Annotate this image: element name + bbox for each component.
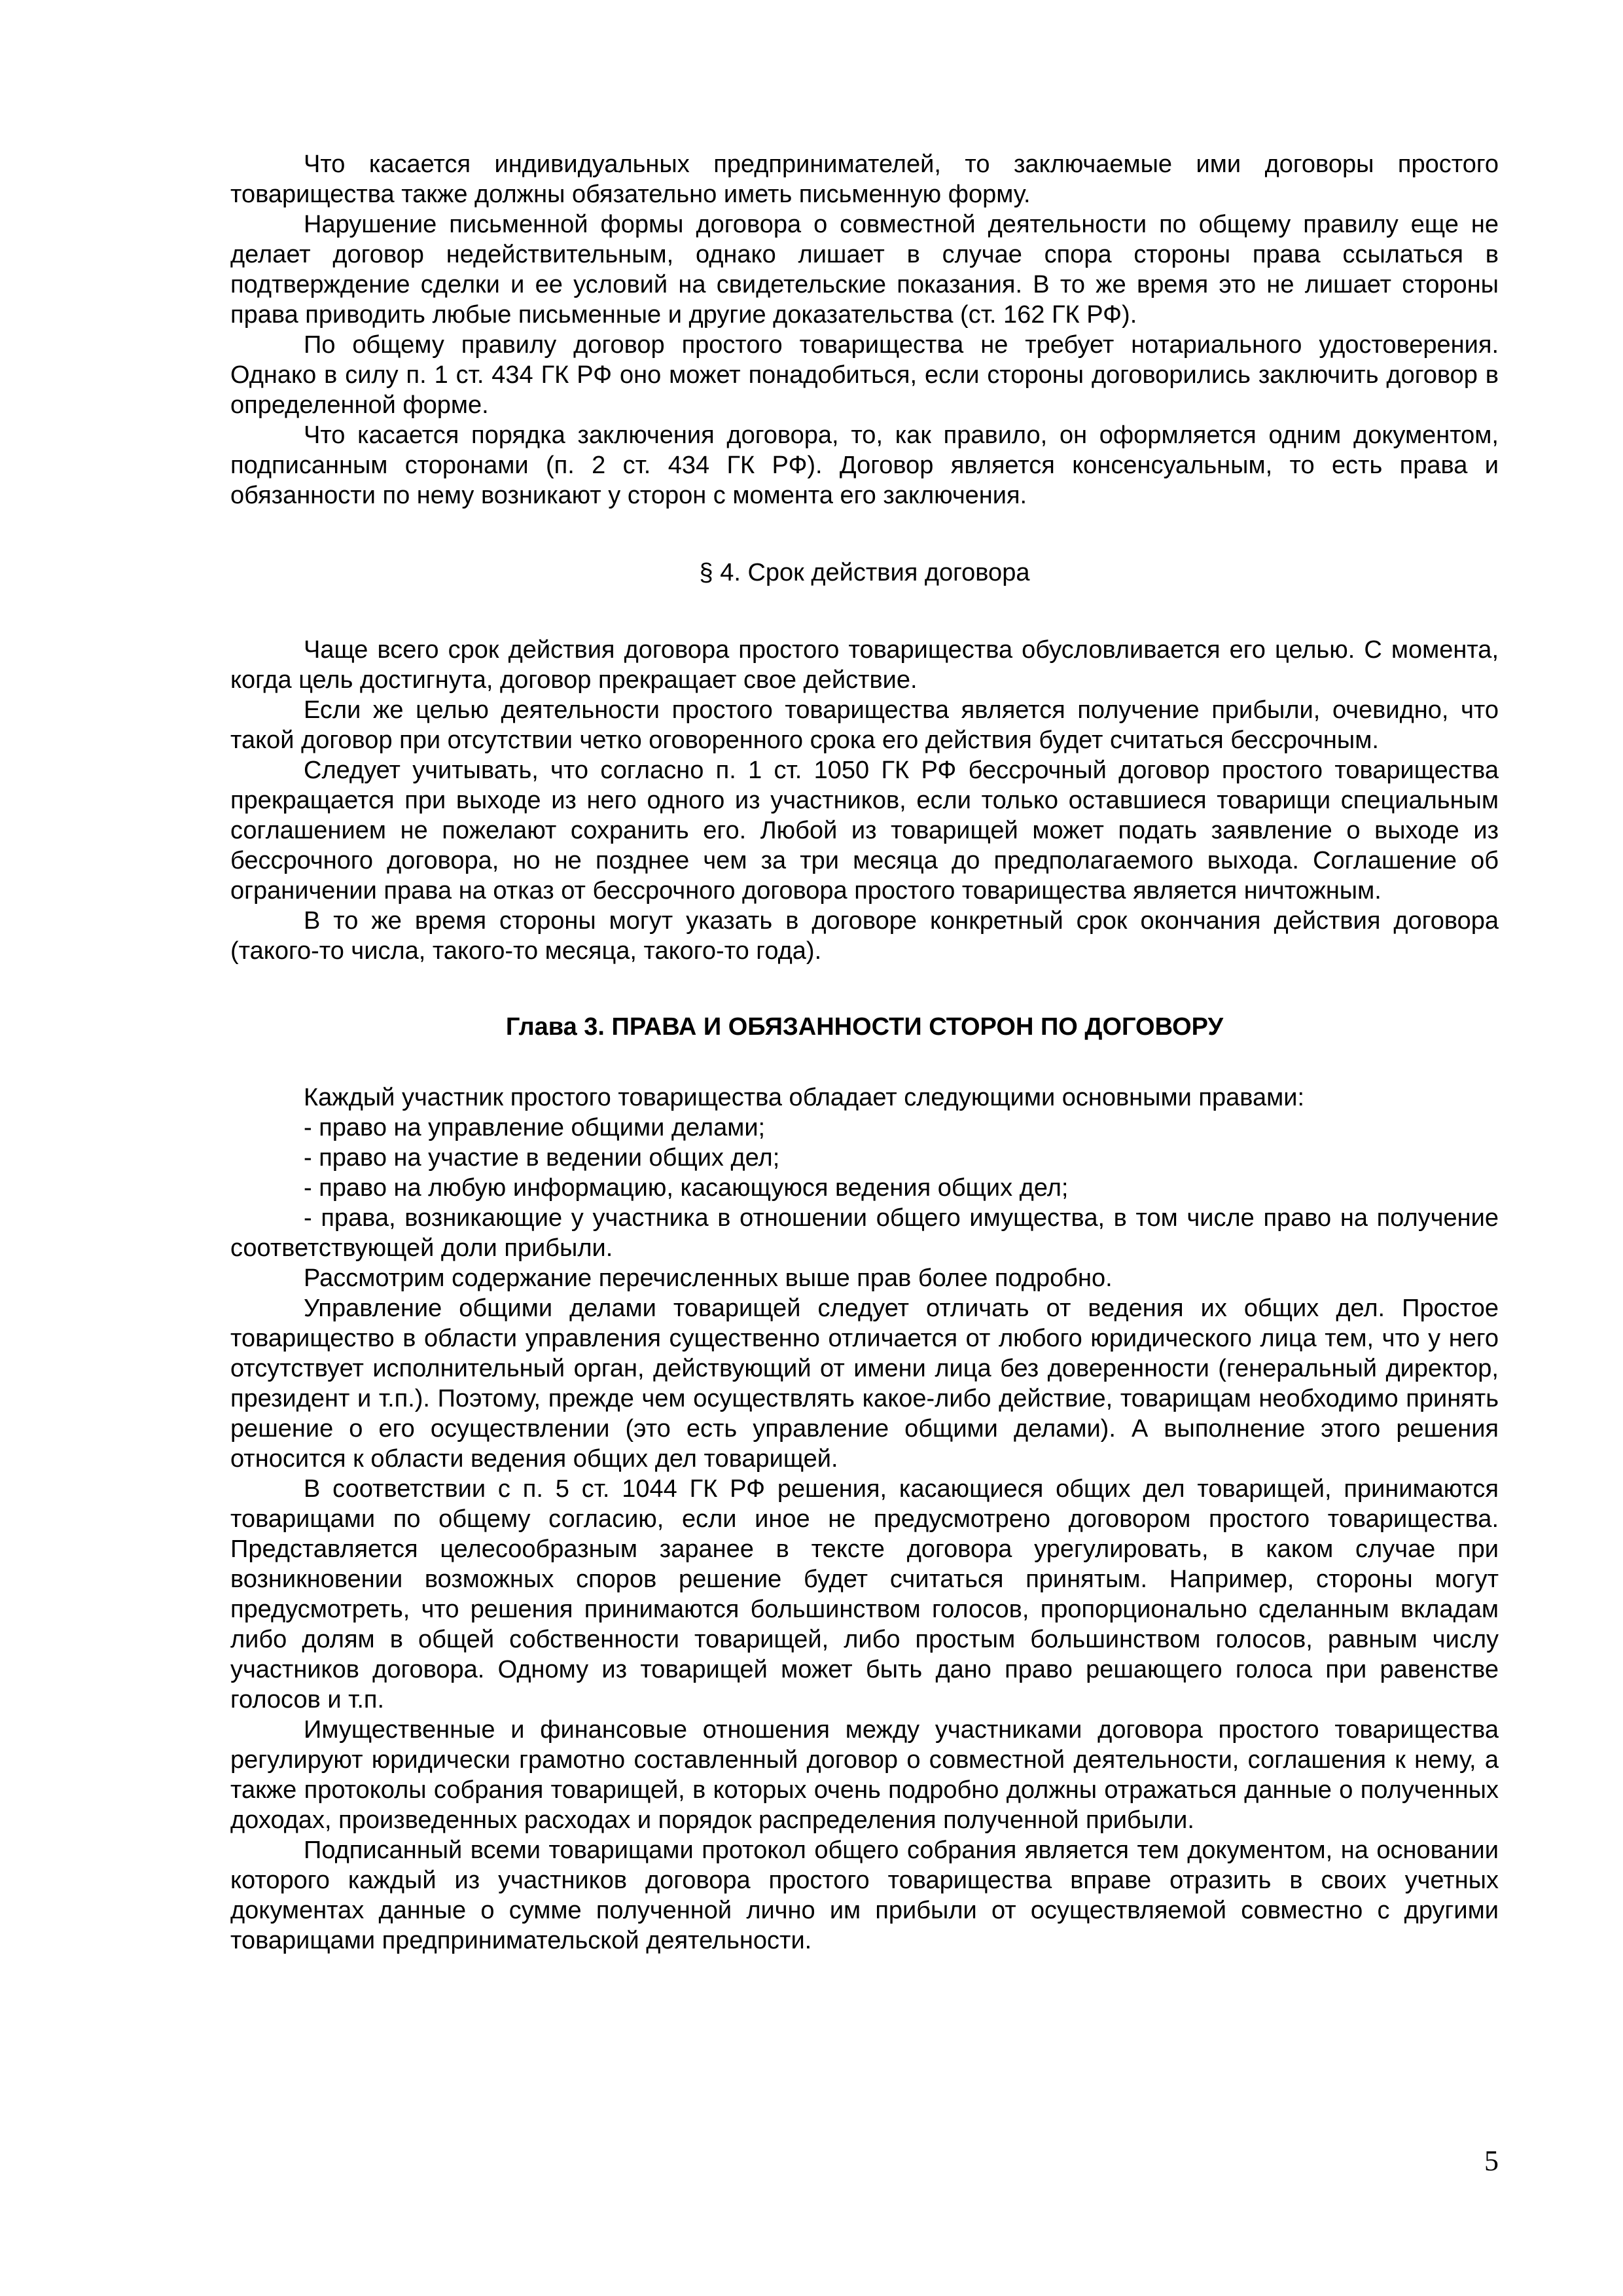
term-section [230,635,1499,966]
paragraph: В то же время стороны могут указать в договоре конкретный срок окончания действия договора (такого-то числа, такого-то месяца, такого-то года). [230,907,1499,965]
list-item: - право на управление общими делами; [304,1114,766,1141]
list-item: - права, возникающие у участника в отношении общего имущества, в том числе право на получение соответствующей доли прибыли. [230,1204,1499,1262]
paragraph: Имущественные и финансовые отношения между участниками договора простого товарищества регулируют юридически грамотно составленный договор о совместной деятельности, соглашения к нему, а также протоколы собрания товарищей, в которых очень подробно должны отражаться данные о полученных доходах, произведенных расходах и порядок распределения полученной прибыли. [230,1716,1499,1834]
list-item: - право на любую информацию, касающуюся ведения общих дел; [304,1174,1069,1202]
page-number: 5 [1484,2145,1499,2177]
paragraph: Нарушение письменной формы договора о совместной деятельности по общему правилу еще не делает договор недействительным, однако лишает в случае спора стороны права ссылаться в подтверждение сделки и ее условий на свидетельские показания. В то же время это не лишает стороны права приводить любые письменные и другие доказательства (ст. 162 ГК РФ). [230,211,1499,329]
chapter-heading: Глава 3. ПРАВА И ОБЯЗАННОСТИ СТОРОН ПО ДОГОВОРУ [505,1013,1224,1041]
paragraph: По общему правилу договор простого товарищества не требует нотариального удостоверения. Однако в силу п. 1 ст. 434 ГК РФ оно может понадобиться, если стороны договорились заключить договор в определенной форме. [230,331,1499,419]
paragraph: Каждый участник простого товарищества обладает следующими основными правами: [304,1084,1305,1111]
rights-section [230,1083,1499,1956]
intro-section [230,149,1499,511]
paragraph: Чаще всего срок действия договора простого товарищества обусловливается его целью. С момента, когда цель достигнута, договор прекращает свое действие. [230,636,1499,694]
paragraph: Управление общими делами товарищей следует отличать от ведения их общих дел. Простое товарищество в области управления существенно отличается от любого юридического лица тем, что у него отсутствует исполнительный орган, действующий от имени лица без доверенности (генеральный директор, президент и т.п.). Поэтому, прежде чем осуществлять какое-либо действие, товарищам необходимо принять решение о его осуществлении (это есть управление общими делами). А выполнение этого решения относится к области ведения общих дел товарищей. [230,1295,1499,1473]
paragraph: Следует учитывать, что согласно п. 1 ст. 1050 ГК РФ бессрочный договор простого товарищества прекращается при выходе из него одного из участников, если только оставшиеся товарищи специальным соглашением не пожелают сохранить его. Любой из товарищей может подать заявление о выходе из бессрочного договора, но не позднее чем за три месяца до предполагаемого выхода. Соглашение об ограничении права на отказ от бессрочного договора простого товарищества является ничтожным. [230,757,1499,905]
paragraph: Если же целью деятельности простого товарищества является получение прибыли, очевидно, что такой договор при отсутствии четко оговоренного срока его действия будет считаться бессрочным. [230,696,1499,754]
paragraph: В соответствии с п. 5 ст. 1044 ГК РФ решения, касающиеся общих дел товарищей, принимаются товарищами по общему согласию, если иное не предусмотрено договором простого товарищества. Представляется целесообразным заранее в тексте договора урегулировать, в каком случае при возникновении возможных споров решение будет считаться принятым. Например, стороны могут предусмотреть, что решения принимаются большинством голосов, пропорционально сделанным вкладам либо долям в общей собственности товарищей, либо простым большинством голосов, равным числу участников договора. Одному из товарищей может быть дано право решающего голоса при равенстве голосов и т.п. [230,1475,1499,1713]
paragraph: Что касается индивидуальных предпринимателей, то заключаемые ими договоры простого товарищества также должны обязательно иметь письменную форму. [230,151,1499,208]
page-content [230,149,1499,1956]
paragraph: Рассмотрим содержание перечисленных выше прав более подробно. [304,1265,1113,1292]
section-heading: § 4. Срок действия договора [699,559,1030,586]
paragraph: Что касается порядка заключения договора, то, как правило, он оформляется одним документом, подписанным сторонами (п. 2 ст. 434 ГК РФ). Договор является консенсуальным, то есть права и обязанности по нему возникают у сторон с момента его заключения. [230,422,1499,509]
list-item: - право на участие в ведении общих дел; [304,1144,780,1172]
paragraph: Подписанный всеми товарищами протокол общего собрания является тем документом, на основании которого каждый из участников договора простого товарищества вправе отразить в своих учетных документах данные о сумме полученной лично им прибыли от осуществляемой совместно с другими товарищами предпринимательской деятельности. [230,1837,1499,1954]
